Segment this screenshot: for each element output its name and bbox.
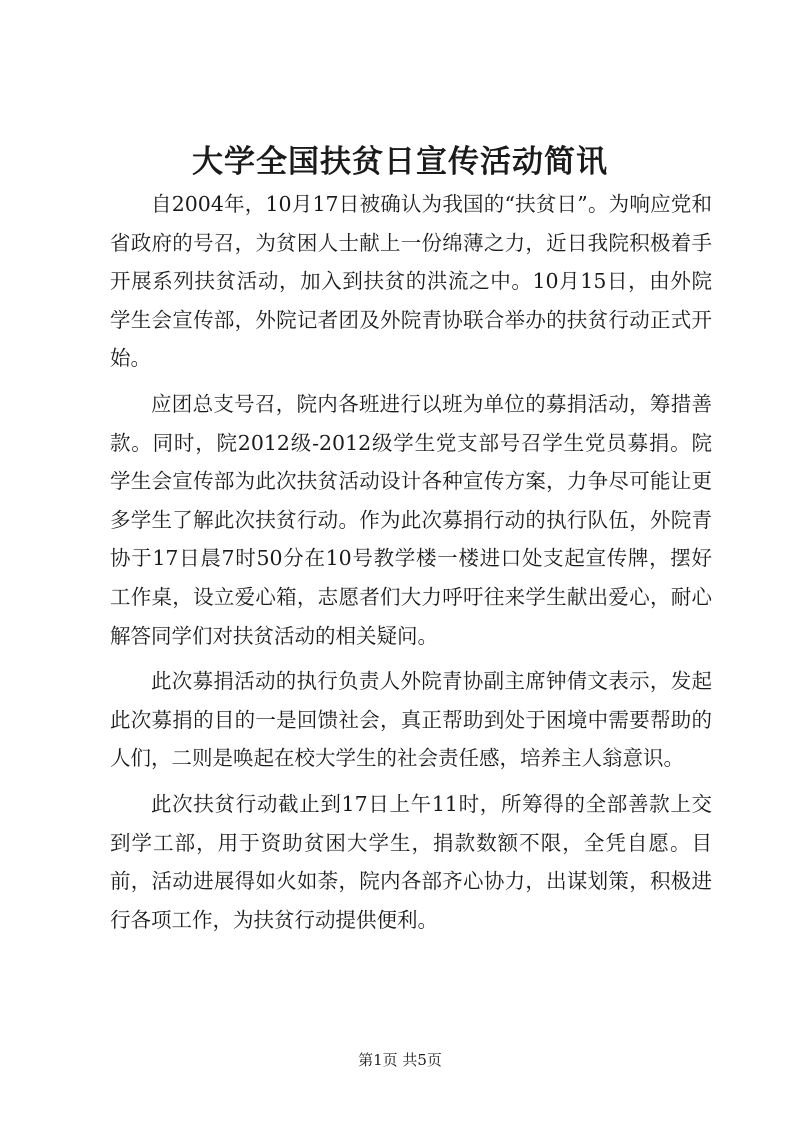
paragraph-1: 自2004年，10月17日被确认为我国的“扶贫日”。为响应党和省政府的号召，为贫困人士献上一份绵薄之力，近日我院积极着手开展系列扶贫活动，加入到扶贫的洪流之中。10月15日，由外院学生会宣传部，外院记者团及外院青协联合举办的扶贫行动正式开始。: [110, 192, 712, 371]
paragraph-3: 此次募捐活动的执行负责人外院青协副主席钟倩文表示，发起此次募捐的目的一是回馈社会，真正帮助到处于困境中需要帮助的人们，二则是唤起在校大学生的社会责任感，培养主人翁意识。: [110, 669, 712, 771]
paragraph-4: 此次扶贫行动截止到17日上午11时，所筹得的全部善款上交到学工部，用于资助贫困大学生，捐款数额不限，全凭自愿。目前，活动进展得如火如荼，院内各部齐心协力，出谋划策，积极进行各项工作，为扶贫行动提供便利。: [110, 791, 712, 932]
document-title: 大学全国扶贫日宣传活动简讯: [192, 144, 608, 180]
document-body: [110, 185, 712, 946]
page-number-footer: 第1页 共5页: [358, 1051, 442, 1069]
paragraph-2: 应团总支号召，院内各班进行以班为单位的募捐活动，筹措善款。同时，院2012级-2012级学生党支部号召学生党员募捐。院学生会宣传部为此次扶贫活动设计各种宣传方案，力争尽可能让更多学生了解此次扶贫行动。作为此次募捐行动的执行队伍，外院青协于17日晨7时50分在10号教学楼一楼进口处支起宣传牌，摆好工作桌，设立爱心箱，志愿者们大力呼吁往来学生献出爱心，耐心解答同学们对扶贫活动的相关疑问。: [110, 391, 712, 648]
